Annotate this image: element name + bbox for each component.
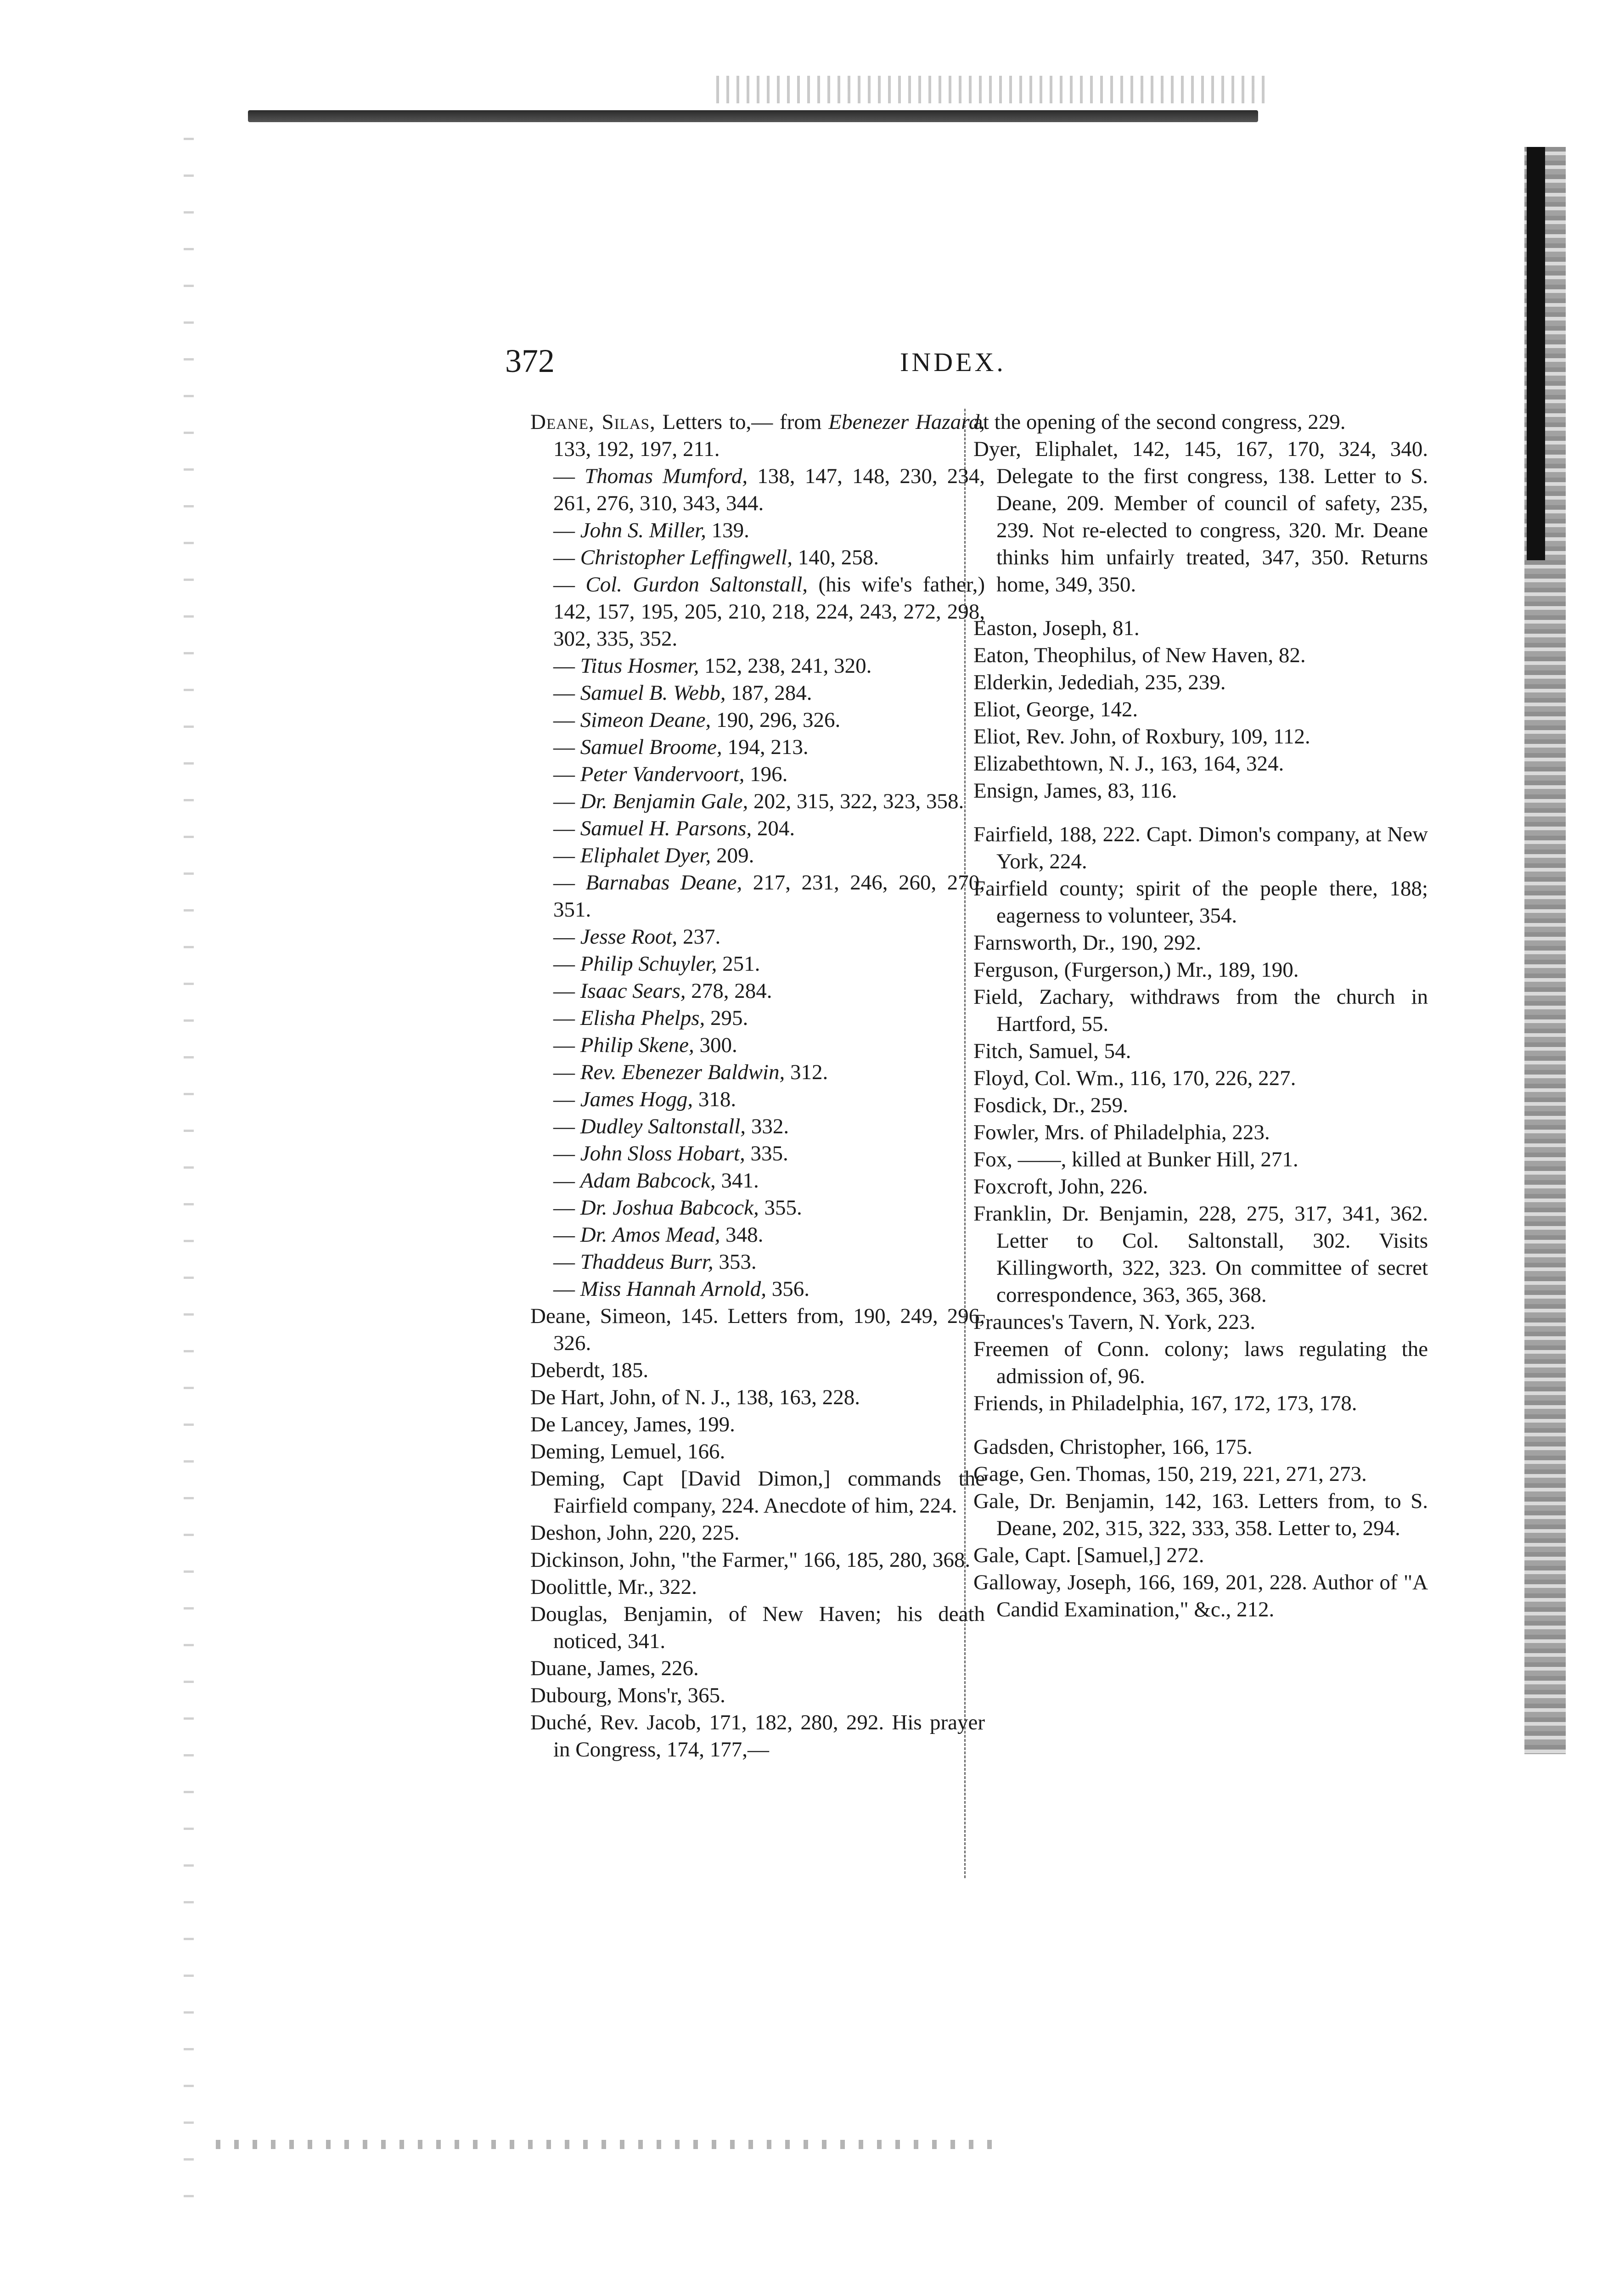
correspondent-name: John Sloss Hobart,	[580, 1142, 745, 1165]
index-subentry: — Thaddeus Burr, 353.	[553, 1250, 757, 1274]
index-subentry: — Rev. Ebenezer Baldwin, 312.	[553, 1060, 828, 1084]
index-entry: Duane, James, 226.	[530, 1656, 699, 1680]
correspondent-name: Christopher Leffingwell,	[580, 546, 793, 569]
correspondent-name: Col. Gurdon Saltonstall,	[585, 573, 808, 597]
index-subentry: — Eliphalet Dyer, 209.	[553, 844, 754, 867]
entry-pages: 190, 296, 326.	[716, 708, 841, 732]
index-subentry: — John S. Miller, 139.	[553, 518, 749, 542]
entry-pages: 217, 231, 246, 260, 270, 351.	[553, 871, 985, 922]
correspondent-name: James Hogg,	[580, 1087, 693, 1111]
index-subentry: — Dr. Amos Mead, 348.	[553, 1223, 764, 1247]
correspondent-name: Ebenezer Hazard,	[828, 410, 985, 434]
index-entry: Deming, Lemuel, 166.	[530, 1440, 725, 1463]
index-subentry: — Adam Babcock, 341.	[553, 1169, 759, 1193]
correspondent-name: Peter Vandervoort,	[580, 762, 745, 786]
index-entry: Dyer, Eliphalet, 142, 145, 167, 170, 324, 340. Delegate to the first congress, 138. Letter to S. Deane, 209. Member of council of safety, 235, 239. Not re-elected to congress, 320. Mr. Deane thinks him unfairly treated, 347, 350. Returns home, 349, 350.	[973, 437, 1428, 597]
entry-pages: 300.	[699, 1033, 737, 1057]
correspondent-name: Philip Skene,	[580, 1033, 694, 1057]
index-entry	[530, 409, 985, 463]
correspondent-name: Simeon Deane,	[580, 708, 711, 732]
index-subentry: — Peter Vandervoort, 196.	[553, 762, 788, 786]
index-entry: Dickinson, John, "the Farmer," 166, 185, 280, 368.	[530, 1548, 971, 1572]
index-subentry: — Simeon Deane, 190, 296, 326.	[553, 708, 841, 732]
index-entry: Floyd, Col. Wm., 116, 170, 226, 227.	[973, 1066, 1296, 1090]
entry-pages: 209.	[716, 844, 754, 867]
index-entry: Elizabethtown, N. J., 163, 164, 324.	[973, 752, 1284, 776]
index-entry: Farnsworth, Dr., 190, 292.	[973, 931, 1202, 955]
entry-pages: 237.	[682, 925, 721, 949]
correspondent-name: Thomas Mumford,	[585, 464, 748, 488]
index-entry: Gale, Dr. Benjamin, 142, 163. Letters from, to S. Deane, 202, 315, 322, 333, 358. Letter to, 294.	[973, 1489, 1428, 1540]
index-entry: Gale, Capt. [Samuel,] 272.	[973, 1543, 1204, 1567]
entry-pages: 251.	[722, 952, 760, 976]
index-subentry: — Philip Skene, 300.	[553, 1033, 737, 1057]
correspondent-name: Dr. Benjamin Gale,	[580, 789, 748, 813]
scan-noise-top	[716, 76, 1267, 103]
index-subentry: — Titus Hosmer, 152, 238, 241, 320.	[553, 654, 872, 678]
index-subentry: — Thomas Mumford, 138, 147, 148, 230, 234, 261, 276, 310, 343, 344.	[553, 464, 985, 515]
correspondent-name: Philip Schuyler,	[580, 952, 717, 976]
index-entry: Fowler, Mrs. of Philadelphia, 223.	[973, 1120, 1270, 1144]
correspondent-name: Dudley Saltonstall,	[580, 1114, 746, 1138]
index-entry: Doolittle, Mr., 322.	[530, 1575, 697, 1599]
entry-pages: 341.	[721, 1169, 759, 1193]
scan-edge-top	[248, 110, 1258, 122]
index-subentry: — Isaac Sears, 278, 284.	[553, 979, 772, 1003]
index-subentry: — Dr. Benjamin Gale, 202, 315, 322, 323, 358.	[553, 789, 964, 813]
entry-pages: 348.	[725, 1223, 764, 1247]
correspondent-name: Dr. Amos Mead,	[580, 1223, 720, 1247]
entry-pages: 194, 213.	[727, 735, 809, 759]
correspondent-name: Rev. Ebenezer Baldwin,	[580, 1060, 785, 1084]
index-entry: Eliot, Rev. John, of Roxbury, 109, 112.	[973, 725, 1310, 748]
index-entry: Fairfield, 188, 222. Capt. Dimon's company, at New York, 224.	[973, 822, 1428, 873]
entry-pages: 139.	[711, 518, 749, 542]
index-entry: Dubourg, Mons'r, 365.	[530, 1683, 725, 1707]
correspondent-name: Samuel B. Webb,	[580, 681, 726, 705]
index-entry: Friends, in Philadelphia, 167, 172, 173, 178.	[973, 1391, 1357, 1415]
correspondent-name: Samuel Broome,	[580, 735, 722, 759]
entry-pages: 196.	[750, 762, 788, 786]
index-entry: De Hart, John, of N. J., 138, 163, 228.	[530, 1385, 860, 1409]
correspondent-name: Samuel H. Parsons,	[580, 816, 752, 840]
index-subentry: — Col. Gurdon Saltonstall, (his wife's father,) 142, 157, 195, 205, 210, 218, 224, 243, 272, 298, 302, 335, 352.	[553, 573, 985, 651]
entry-pages: (his wife's father,) 142, 157, 195, 205, 210, 218, 224, 243, 272, 298, 302, 335, 352.	[553, 573, 985, 651]
index-entry: Ensign, James, 83, 116.	[973, 779, 1177, 803]
entry-pages: 353.	[719, 1250, 757, 1274]
index-subentry: — Philip Schuyler, 251.	[553, 952, 760, 976]
index-entry: Fairfield county; spirit of the people there, 188; eagerness to volunteer, 354.	[973, 877, 1428, 928]
index-subentry: — Jesse Root, 237.	[553, 925, 721, 949]
index-entry: Elderkin, Jedediah, 235, 239.	[973, 670, 1226, 694]
index-subentry: — Dudley Saltonstall, 332.	[553, 1114, 789, 1138]
index-subentry: — Dr. Joshua Babcock, 355.	[553, 1196, 802, 1220]
entry-pages: 295.	[710, 1006, 748, 1030]
page-number: 372	[505, 343, 555, 379]
index-entry: Eaton, Theophilus, of New Haven, 82.	[973, 643, 1306, 667]
index-entry: Fraunces's Tavern, N. York, 223.	[973, 1310, 1255, 1334]
index-entry: Douglas, Benjamin, of New Haven; his death noticed, 341.	[530, 1602, 985, 1653]
index-entry: De Lancey, James, 199.	[530, 1412, 735, 1436]
index-entry: Easton, Joseph, 81.	[973, 616, 1140, 640]
correspondent-name: Jesse Root,	[580, 925, 678, 949]
entry-pages: 355.	[764, 1196, 802, 1220]
entry-pages: 140, 258.	[798, 546, 879, 569]
index-subentry: — Christopher Leffingwell, 140, 258.	[553, 546, 879, 569]
index-entry: Deberdt, 185.	[530, 1358, 649, 1382]
entry-pages: 335.	[750, 1142, 788, 1165]
scan-edge-left	[184, 138, 194, 2204]
index-entry: Deane, Simeon, 145. Letters from, 190, 249, 296, 326.	[530, 1304, 985, 1355]
correspondent-name: Isaac Sears,	[580, 979, 686, 1003]
index-entry: Fox, ——, killed at Bunker Hill, 271.	[973, 1148, 1299, 1171]
entry-text: Letters to,— from	[655, 410, 829, 434]
scan-edge-right-dark	[1527, 147, 1545, 560]
correspondent-name: John S. Miller,	[580, 518, 706, 542]
entry-pages: 138, 147, 148, 230, 234, 261, 276, 310, 343, 344.	[553, 464, 985, 515]
entry-pages: 332.	[751, 1114, 789, 1138]
index-subentry: — Miss Hannah Arnold, 356.	[553, 1277, 810, 1301]
entry-pages: 278, 284.	[691, 979, 772, 1003]
index-column-left	[530, 409, 985, 1763]
entry-pages: 152, 238, 241, 320.	[704, 654, 872, 678]
entry-pages: 187, 284.	[731, 681, 812, 705]
index-subentry: — Samuel H. Parsons, 204.	[553, 816, 795, 840]
index-entry: Franklin, Dr. Benjamin, 228, 275, 317, 341, 362. Letter to Col. Saltonstall, 302. Visits Killingworth, 322, 323. On committee of secret correspondence, 363, 365, 368.	[973, 1202, 1428, 1307]
entry-heading: Deane, Silas,	[530, 410, 656, 434]
index-entry: Deming, Capt [David Dimon,] commands the Fairfield company, 224. Anecdote of him, 224.	[530, 1467, 985, 1518]
correspondent-name: Elisha Phelps,	[580, 1006, 705, 1030]
correspondent-name: Thaddeus Burr,	[580, 1250, 714, 1274]
correspondent-name: Miss Hannah Arnold,	[580, 1277, 766, 1301]
scan-edge-bottom	[216, 2140, 996, 2149]
index-subentry: — Elisha Phelps, 295.	[553, 1006, 748, 1030]
page-title: INDEX.	[900, 347, 1006, 377]
correspondent-name: Barnabas Deane,	[585, 871, 742, 895]
index-subentry: — Samuel Broome, 194, 213.	[553, 735, 809, 759]
index-entry: Field, Zachary, withdraws from the church in Hartford, 55.	[973, 985, 1428, 1036]
entry-pages: 356.	[771, 1277, 810, 1301]
index-entry: Duché, Rev. Jacob, 171, 182, 280, 292. His prayer in Congress, 174, 177,—	[530, 1711, 985, 1761]
index-subentry: — Barnabas Deane, 217, 231, 246, 260, 270, 351.	[553, 871, 985, 922]
index-subentry: — James Hogg, 318.	[553, 1087, 736, 1111]
index-entry: Gadsden, Christopher, 166, 175.	[973, 1435, 1253, 1459]
index-entry: Foxcroft, John, 226.	[973, 1175, 1148, 1199]
index-entry: Galloway, Joseph, 166, 169, 201, 228. Author of "A Candid Examination," &c., 212.	[973, 1570, 1428, 1621]
index-column-right	[973, 409, 1428, 1623]
entry-pages: 204.	[757, 816, 795, 840]
index-entry: Deshon, John, 220, 225.	[530, 1521, 740, 1545]
index-subentry: — John Sloss Hobart, 335.	[553, 1142, 788, 1165]
index-entry: Gage, Gen. Thomas, 150, 219, 221, 271, 273.	[973, 1462, 1367, 1486]
correspondent-name: Titus Hosmer,	[580, 654, 699, 678]
entry-pages: 318.	[698, 1087, 736, 1111]
entry-pages: 133, 192, 197, 211.	[553, 437, 720, 461]
entry-pages: 202, 315, 322, 323, 358.	[753, 789, 964, 813]
index-entry: Fosdick, Dr., 259.	[973, 1093, 1128, 1117]
entry-pages: 312.	[790, 1060, 828, 1084]
correspondent-name: Adam Babcock,	[580, 1169, 716, 1193]
index-entry: Ferguson, (Furgerson,) Mr., 189, 190.	[973, 958, 1299, 982]
index-subentry: — Samuel B. Webb, 187, 284.	[553, 681, 812, 705]
correspondent-name: Eliphalet Dyer,	[580, 844, 711, 867]
index-entry: Eliot, George, 142.	[973, 698, 1138, 721]
index-entry: Freemen of Conn. colony; laws regulating the admission of, 96.	[973, 1337, 1428, 1388]
index-entry: at the opening of the second congress, 229.	[973, 410, 1346, 434]
index-entry: Fitch, Samuel, 54.	[973, 1039, 1131, 1063]
correspondent-name: Dr. Joshua Babcock,	[580, 1196, 759, 1220]
